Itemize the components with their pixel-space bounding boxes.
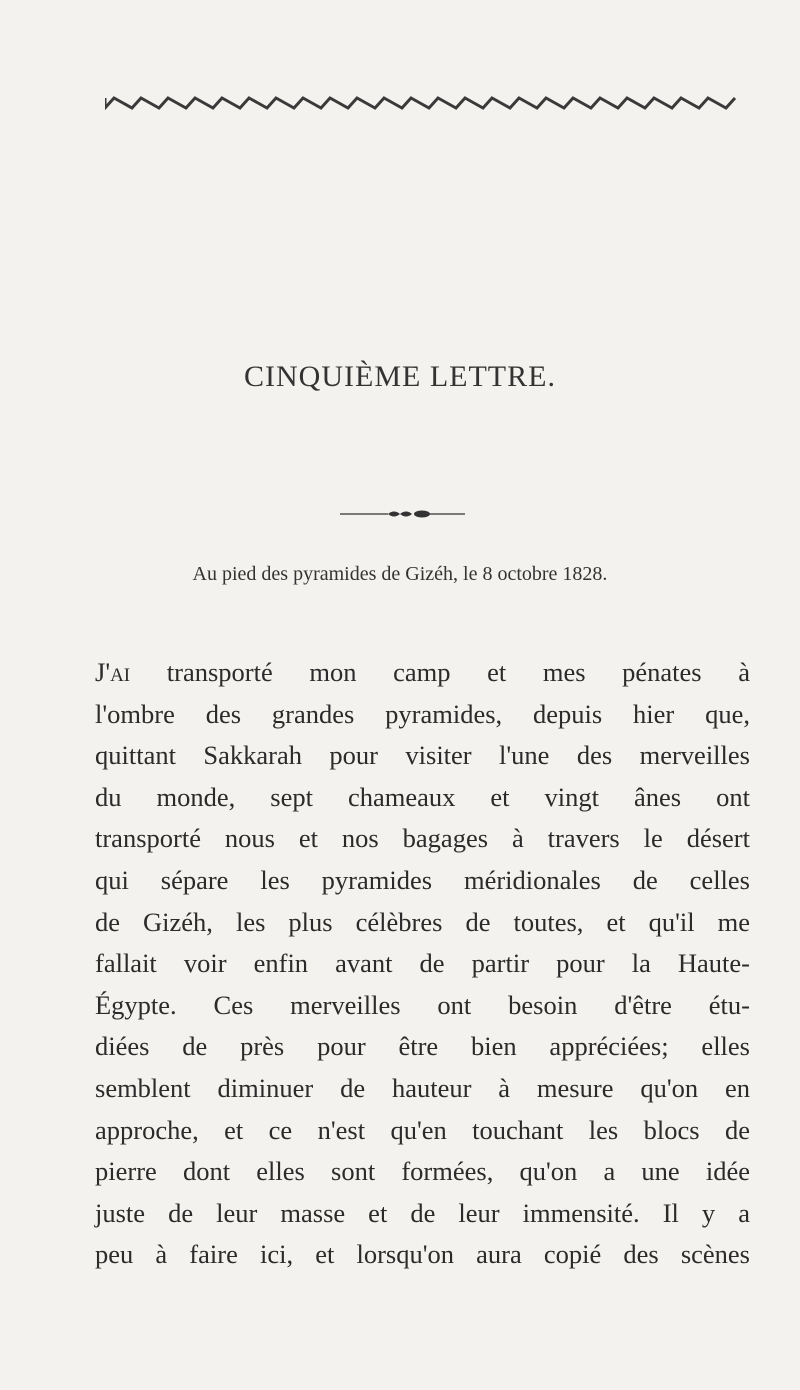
body-line: qui sépare les pyramides méridionales de celles xyxy=(95,864,750,895)
body-line: diées de près pour être bien appréciées; elles xyxy=(95,1031,750,1062)
ornamental-header-rule xyxy=(105,92,740,114)
body-line: transporté nous et nos bagages à travers le désert xyxy=(95,823,750,854)
body-line: fallait voir enfin avant de partir pour la Haute- xyxy=(95,948,750,979)
body-line: juste de leur masse et de leur immensité. Il y a xyxy=(95,1197,750,1228)
chapter-title: CINQUIÈME LETTRE. xyxy=(244,360,556,393)
body-line: de Gizéh, les plus célèbres de toutes, et qu'il me xyxy=(95,906,750,937)
dateline: Au pied des pyramides de Gizéh, le 8 octobre 1828. xyxy=(192,563,608,585)
body-line: approche, et ce n'est qu'en touchant les blocs de xyxy=(95,1114,750,1145)
body-line: J'ai transporté mon camp et mes pénates à xyxy=(95,657,750,687)
body-line: pierre dont elles sont formées, qu'on a une idée xyxy=(95,1156,750,1187)
body-line: du monde, sept chameaux et vingt ânes ont xyxy=(95,781,750,812)
body-line: l'ombre des grandes pyramides, depuis hier que, xyxy=(95,698,750,729)
body-line: semblent diminuer de hauteur à mesure qu'on en xyxy=(95,1072,750,1103)
body-line: quittant Sakkarah pour visiter l'une des merveilles xyxy=(95,740,750,771)
letter-body xyxy=(95,652,750,1276)
body-line: peu à faire ici, et lorsqu'on aura copié des scènes xyxy=(95,1239,750,1270)
ornamental-divider xyxy=(340,508,465,520)
body-line: Égypte. Ces merveilles ont besoin d'être étu- xyxy=(95,989,750,1020)
opening-word: J'ai xyxy=(95,657,131,687)
